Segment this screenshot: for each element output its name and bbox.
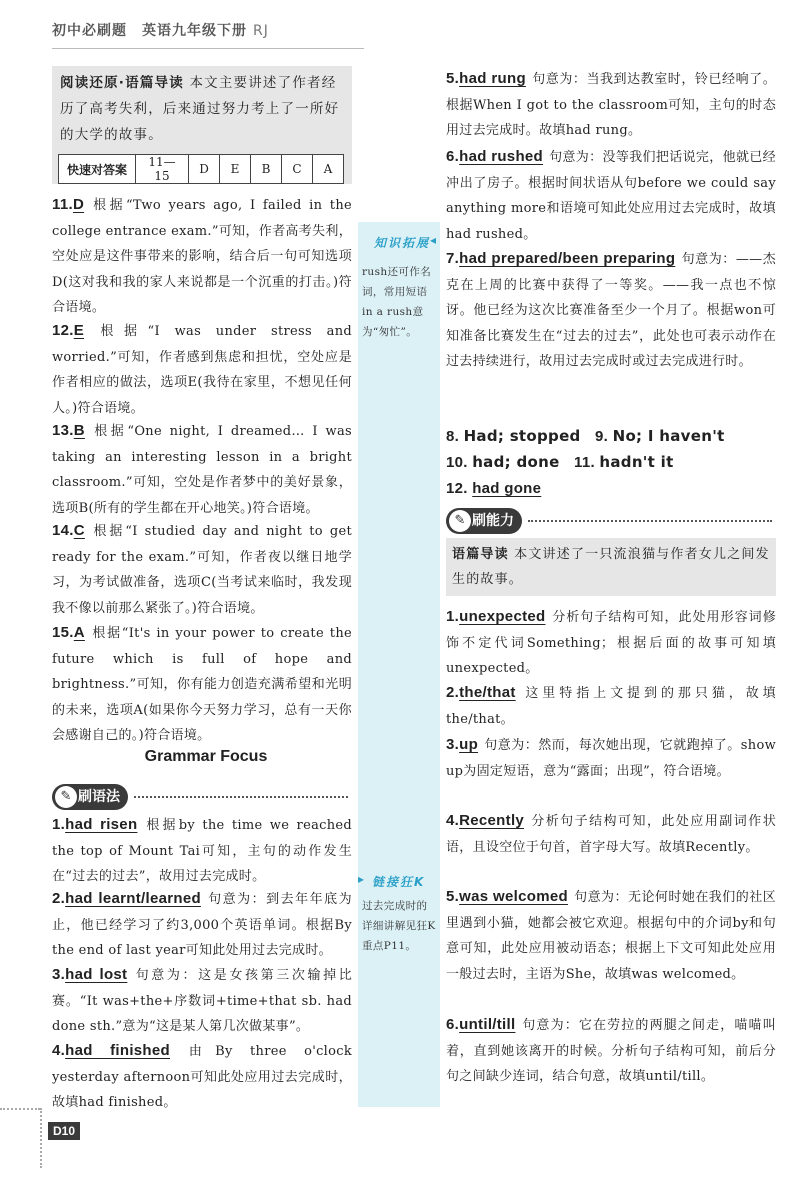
reading-guide (60, 70, 350, 148)
item-explanation: 根据“One night, I dreamed… I was taking an interesting lesson in a bright classroom.”可知，空处是作者梦中的美好景象，选项B(所有的学生都在开心地笑。)符合语境。 (52, 424, 352, 516)
grammar-focus-title: Grammar Focus (144, 748, 268, 765)
section-divider (134, 796, 348, 798)
item-answer: B (73, 422, 85, 439)
item-answer: unexpected (459, 608, 546, 625)
item-explanation: 根据“I was under stress and worried.”可知，作者感到焦虑和担忧，空处应是作者相应的做法，选项E(我待在家里，不想见任何人。)符合语境。 (52, 324, 352, 416)
grammar-section-header (52, 784, 352, 810)
ability-section-badge (446, 508, 522, 534)
item-answer: had finished (65, 1042, 170, 1059)
item-number: 10. (446, 454, 468, 471)
item-answer: had prepared/been preparing (459, 250, 676, 267)
quick-answer-cell: A (313, 155, 344, 184)
item-answer: had rushed (459, 148, 544, 165)
margin-guide (40, 1108, 42, 1168)
item-number: 1. (446, 608, 460, 625)
quick-answer-range: 11—15 (136, 155, 189, 184)
pointer-arrow-icon: ◂ (430, 233, 437, 247)
answer-item (446, 1012, 776, 1090)
item-answer: D (72, 196, 85, 213)
answer-item (52, 192, 352, 321)
quick-answer-table (58, 154, 344, 184)
ability-section-header (446, 508, 776, 534)
item-explanation: 分析句子结构可知，此处用形容词修饰不定代词Something；根据后面的故事可知填unexpected。 (446, 610, 776, 677)
item-explanation: 这里特指上文提到的那只猫，故填the/that。 (446, 686, 776, 727)
answer-item (446, 680, 776, 732)
item-number: 11. (52, 196, 73, 213)
item-number: 11. (574, 454, 595, 471)
item-answer: A (73, 624, 85, 641)
answer-item (446, 246, 776, 375)
answer-item (52, 1038, 352, 1116)
item-answer: Had; stopped (463, 427, 581, 445)
margin-guide (0, 1108, 40, 1110)
ability-guide-label: 语篇导读 (452, 547, 509, 562)
answer-item (446, 66, 776, 144)
answer-item (52, 518, 352, 621)
knowledge-expand-title: 知识拓展 (374, 236, 431, 250)
item-answer: C (73, 522, 85, 539)
answer-item (52, 418, 352, 521)
answer-item (446, 884, 776, 987)
item-number: 8. (446, 428, 460, 445)
pen-icon: ✎ (449, 510, 471, 532)
answer-item (52, 812, 352, 890)
item-answer: had risen (65, 816, 138, 833)
link-note-title: 链接狂K (372, 875, 426, 889)
header-rule (52, 48, 364, 49)
item-answer: up (459, 736, 479, 753)
item-answer: was welcomed (459, 888, 568, 905)
item-explanation: 根据by the time we reached the top of Mount Tai可知，主句的动作发生在“过去的过去”，故用过去完成时。 (52, 818, 352, 885)
item-number: 2. (446, 684, 460, 701)
quick-answer-cell: D (189, 155, 220, 184)
item-explanation: 由By three o'clock yesterday afternoon可知此处应用过去完成时，故填had finished。 (52, 1044, 352, 1111)
ability-section-label: 刷能力 (472, 513, 514, 529)
reading-guide-text: 本文主要讲述了作者经历了高考失利，后来通过努力考上了一所好的大学的故事。 (60, 75, 340, 143)
item-number: 3. (446, 736, 460, 753)
item-explanation: 句意为：它在劳拉的两腿之间走，喵喵叫着，直到她该离开的时候。分析句子结构可知，前后分句之间缺少连词，结合句意，故填until/till。 (446, 1018, 776, 1085)
item-number: 12. (52, 322, 74, 339)
item-number: 4. (52, 1042, 66, 1059)
item-number: 12. (446, 480, 468, 497)
short-answer-row (446, 450, 776, 477)
item-explanation: 根据“Two years ago, I failed in the college entrance exam.”可知，作者高考失利，空处应是这件事带来的影响，结合后一句可知选项D(这对我和我的家人来说都是一个沉重的打击。)符合语境。 (52, 198, 352, 316)
link-note: 过去完成时的详细讲解见狂K重点P11。 (362, 900, 436, 952)
item-explanation: 句意为：然而，每次她出现，它就跑掉了。show up为固定短语，意为“露面；出现”，符合语境。 (446, 738, 776, 779)
grammar-section-badge (52, 784, 128, 810)
short-answer-row (446, 424, 776, 451)
item-number: 14. (52, 522, 74, 539)
item-explanation: 句意为：到去年年底为止，他已经学习了约3,000个英语单词。根据By the end of last year可知此处用过去完成时。 (52, 892, 352, 959)
answer-item (446, 808, 776, 860)
running-header (52, 20, 269, 40)
item-answer: No; I haven't (612, 427, 725, 445)
header-title: 初中必刷题 英语九年级下册 (52, 23, 247, 39)
item-answer: the/that (459, 684, 516, 701)
ability-guide (452, 542, 770, 592)
page-number: D10 (48, 1122, 80, 1140)
pointer-arrow-icon: ▸ (358, 872, 365, 886)
answer-item (446, 144, 776, 247)
item-answer: Recently (459, 812, 525, 829)
item-answer: had learnt/learned (65, 890, 201, 907)
item-explanation: 句意为：这是女孩第三次输掉比赛。“It was+the+序数词+time+that sb. had done sth.”意为“这是某人第几次做某事”。 (52, 968, 353, 1035)
quick-answer-cell: C (282, 155, 313, 184)
grammar-section-label: 刷语法 (78, 789, 120, 805)
answer-item (446, 732, 776, 784)
item-number: 15. (52, 624, 74, 641)
item-answer: hadn't it (599, 453, 674, 471)
item-explanation: 分析句子结构可知，此处应用副词作状语，且设空位于句首，首字母大写。故填Recently。 (446, 814, 776, 855)
item-number: 4. (446, 812, 460, 829)
item-explanation: 句意为：——杰克在上周的比赛中获得了一等奖。——我一点也不惊讶。他已经为这次比赛准备至少一个月了。根据won可知准备比赛发生在“过去的过去”，此处也可表示动作在过去持续进行，故用过去完成时或过去完成进行时。 (446, 252, 776, 370)
knowledge-expand-note: rush还可作名词，常用短语in a rush意为“匆忙”。 (362, 266, 432, 338)
ability-guide-text: 本文讲述了一只流浪猫与作者女儿之间发生的故事。 (452, 547, 770, 587)
item-explanation: 句意为：没等我们把话说完，他就已经冲出了房子。根据时间状语从句before we could say anything more和语境可知此处应用过去完成时，故填had rushed。 (446, 150, 776, 242)
item-number: 2. (52, 890, 66, 907)
quick-answer-label: 快速对答案 (59, 155, 136, 184)
item-explanation: 句意为：当我到达教室时，铃已经响了。根据When I got to the classroom可知，主句的时态用过去完成时。故填had rung。 (446, 72, 777, 139)
item-answer: E (73, 322, 85, 339)
item-answer: had gone (472, 480, 542, 497)
header-edition: RJ (253, 23, 269, 39)
item-number: 13. (52, 422, 74, 439)
item-number: 9. (595, 428, 609, 445)
answer-item (52, 620, 352, 749)
answer-item (52, 318, 352, 421)
item-explanation: 根据“I studied day and night to get ready for the exam.”可知，作者夜以继日地学习，为考试做准备，选项C(当考试来临时，我发现我不像以前那么紧张了。)符合语境。 (52, 524, 352, 616)
quick-answer-cell: E (220, 155, 251, 184)
item-answer: had rung (459, 70, 526, 87)
item-explanation: 根据“It's in your power to create the future which is full of hope and brightness.”可知，你有能力创造充满希望和光明的未来，选项A(如果你今天努力学习，总有一天你会感谢自己的。)符合语境。 (52, 626, 352, 744)
item-number: 3. (52, 966, 66, 983)
item-number: 7. (446, 250, 460, 267)
answer-item (52, 962, 352, 1040)
answer-item (52, 886, 352, 964)
short-answer-row (446, 476, 776, 503)
section-divider (528, 520, 772, 522)
margin-notes-band (358, 222, 440, 1107)
item-answer: until/till (459, 1016, 516, 1033)
item-number: 6. (446, 1016, 460, 1033)
answer-item (446, 604, 776, 682)
item-answer: had; done (472, 453, 560, 471)
reading-guide-label: 阅读还原·语篇导读 (60, 75, 184, 91)
item-number: 1. (52, 816, 66, 833)
item-number: 6. (446, 148, 460, 165)
pen-icon: ✎ (55, 786, 77, 808)
item-number: 5. (446, 70, 460, 87)
quick-answer-cell: B (251, 155, 282, 184)
item-number: 5. (446, 888, 460, 905)
item-explanation: 句意为：无论何时她在我们的社区里遇到小猫，她都会被它欢迎。根据句中的介词by和句意可知，此处应用被动语态；根据上下文可知此处应用一般过去时，主语为She，故填was welcomed。 (446, 890, 776, 982)
item-answer: had lost (65, 966, 128, 983)
